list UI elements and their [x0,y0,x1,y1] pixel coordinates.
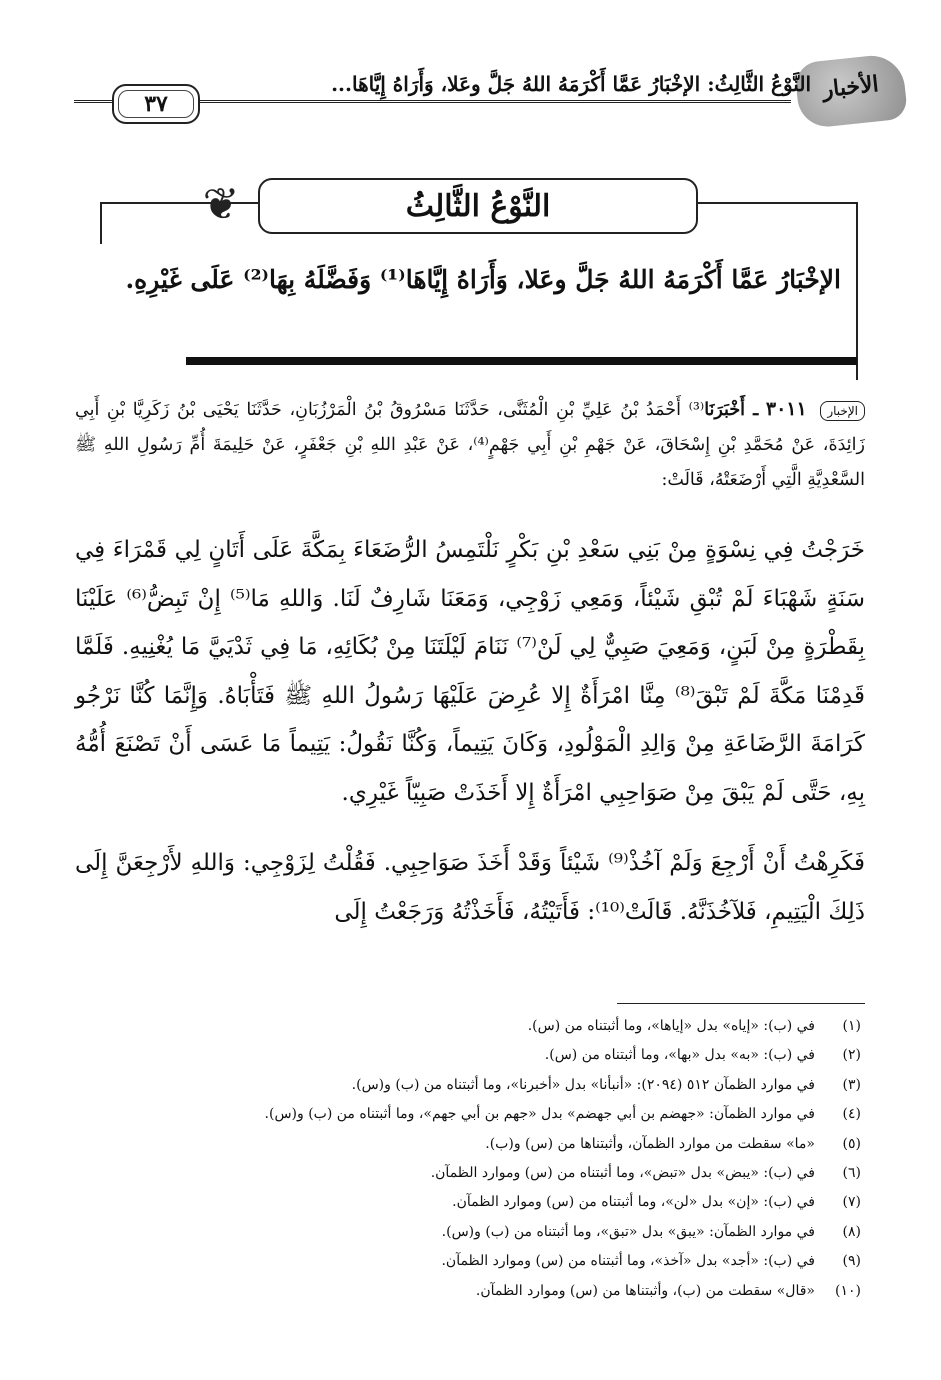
footnote-item [71,1159,861,1188]
hadith-paragraph: فَكَرِهْتُ أَنْ أَرْجِعَ وَلَمْ آخُذْ⁽⁹⁾ شَيْئاً وَقَدْ أَخَذَ صَوَاحِبِي. فَقُلْتُ لِزَوْجِي: وَاللهِ لأَرْجِعَنَّ إِلَى ذَلِكَ الْيَتِيمِ، فَلآخُذَنَّهُ. قَالَتْ⁽¹⁰⁾: فَأَتَيْتُهُ، فَأَخَذْتُهُ وَرَجَعْتُ إِلَى [75,850,865,925]
chapter-subtitle: الإخْبَارُ عَمَّا أَكْرَمَهُ اللهُ جَلَّ وعَلا، وَأَرَاهُ إِيَّاهَا⁽¹⁾ وَفَضَّلَهُ بِهَا⁽²⁾ عَلَى غَيْرِهِ. [125,265,841,294]
footnote-number: (٥) [842,1135,861,1152]
footnote-text: «قال» سقطت من (ب)، وأثبتناها من (س) وموارد الظمآن. [475,1282,815,1299]
hadith-number: ٣٠١١ [765,398,807,420]
footnote-text: في (ب): «إن» بدل «لن»، وما أثبتناه من (س) وموارد الظمآن. [452,1194,815,1211]
chapter-divider [186,357,857,365]
page-number-text: ٣٧ [144,91,168,117]
footnote-item [71,1012,861,1041]
hadith-paragraph: خَرَجْتُ فِي نِسْوَةٍ مِنْ بَنِي سَعْدِ بْنِ بَكْرٍ نَلْتَمِسُ الرُّضَعَاءَ بِمَكَّةَ عَلَى أَتَانٍ لِي قَمْرَاءَ فِي سَنَةٍ شَهْبَاءَ لَمْ تُبْقِ شَيْئاً، وَمَعِي زَوْجِي، وَمَعَنَا شَارِفٌ لَنَا. وَاللهِ مَا⁽⁵⁾ إِنْ تَبِضُّ⁽⁶⁾ عَلَيْنَا بِقَطْرَةٍ مِنْ لَبَنٍ، وَمَعِيَ صَبِيٌّ لِي لَنْ⁽⁷⁾ نَنَامَ لَيْلَتَنَا مِنْ بُكَائِهِ، مَا فِي ثَدْيَيَّ مَا يُغْنِيهِ. فَلَمَّا قَدِمْنَا مَكَّةَ لَمْ تَبْقَ⁽⁸⁾ مِنَّا امْرَأَةٌ إِلا عُرِضَ عَلَيْهَا رَسُولُ اللهِ ﷺ فَتَأْبَاهُ. وَإِنَّمَا كُنَّا نَرْجُو كَرَامَةَ الرَّضَاعَةِ مِنْ وَالِدِ الْمَوْلُودِ، وَكَانَ يَتِيماً، وَكُنَّا نَقُولُ: يَتِيماً مَا عَسَى أَنْ تَصْنَعَ أُمُّهُ بِهِ، حَتَّى لَمْ يَبْقَ مِنْ صَوَاحِبِي امْرَأَةٌ إِلا أَخَذَتْ صَبِيّاً غَيْرِي. [75,537,865,806]
footnotes [71,1012,861,1306]
hadith-tag: الإخبار [820,401,865,421]
floral-ornament-icon: ❦ [202,178,240,230]
footnote-number: (٢) [842,1047,861,1064]
footnote-item [71,1218,861,1247]
footnote-number: (٧) [842,1194,861,1211]
footnote-text: في موارد الظمآن ٥١٢ (٢٠٩٤): «أنبأنا» بدل «أخبرنا»، وما أثبتناه من (ب) و(س). [351,1076,815,1093]
header-rule [200,100,791,106]
footnote-item [71,1277,861,1306]
footnote-number: (٨) [842,1223,861,1240]
chapter-title-text: النَّوْعُ الثَّالِثُ [405,188,551,224]
footnote-text: في موارد الظمآن: «يبق» بدل «تبق»، وما أثبتناه من (ب) و(س). [441,1223,815,1240]
hadith-chain-text: ⁽³⁾ أَحْمَدُ بْنُ عَلِيِّ بْنِ الْمُثَنَّى، حَدَّثَنَا مَسْرُوقُ بْنُ الْمَرْزُبَانِ، حَدَّثَنَا يَحْيَى بْنُ زَكَرِيَّا بْنِ أَبِي زَائِدَةَ، عَنْ مُحَمَّدِ بْنِ إِسْحَاقَ، عَنْ جَهْمِ بْنِ أَبِي جَهْمٍ⁽⁴⁾، عَنْ عَبْدِ اللهِ بْنِ جَعْفَرٍ، عَنْ حَلِيمَةَ أُمِّ رَسُولِ اللهِ ﷺ السَّعْدِيَّةِ الَّتِي أَرْضَعَتْهُ، قَالَتْ: [75,400,865,490]
hadith-text [75,526,865,936]
footnote-number: (٤) [842,1106,861,1123]
footnote-number: (٣) [842,1076,861,1093]
footnote-text: في (ب): «إياه» بدل «إياها»، وما أثبتناه من (س). [527,1018,815,1034]
chapter-title [258,178,698,234]
footnote-text: في (ب): «أجد» بدل «آخذ»، وما أثبتناه من (س) وموارد الظمآن. [441,1253,815,1270]
footnote-number: (٦) [842,1165,861,1182]
footnote-item [71,1130,861,1159]
hadith-chain [75,392,865,498]
hadith-akhbarana: ـ أَخْبَرَنَا [704,400,759,420]
footnote-item [71,1247,861,1276]
header-rule-left [74,100,112,106]
footnote-text: «ما» سقطت من موارد الظمآن، وأثبتناها من (س) و(ب). [485,1135,815,1152]
footnote-item [71,1188,861,1217]
footnote-item [71,1041,861,1070]
running-header [300,58,811,102]
running-title: النَّوْعُ الثَّالِثُ: الإخْبَارُ عَمَّا أَكْرَمَهُ اللهُ جَلَّ وعَلا، وَأَرَاهُ إِيَّاهَا... [331,72,811,96]
footnote-rule [617,1003,865,1004]
footnote-item [71,1071,861,1100]
footnote-text: في (ب): «به» بدل «بها»، وما أثبتناه من (س). [544,1047,815,1064]
footnote-number: (٩) [842,1253,861,1270]
footnote-text: في موارد الظمآن: «جهضم بن أبي جهضم» بدل «جهم بن أبي جهم»، وما أثبتناه من (ب) و(س). [264,1106,815,1123]
footnote-number: (١٠) [835,1282,861,1299]
page-number [112,84,200,124]
footnote-item [71,1100,861,1129]
footnote-number: (١) [842,1018,861,1034]
section-badge-label: الأخبار [821,71,880,103]
footnote-text: في (ب): «يبض» بدل «تبض»، وما أثبتناه من (س) وموارد الظمآن. [430,1165,815,1182]
